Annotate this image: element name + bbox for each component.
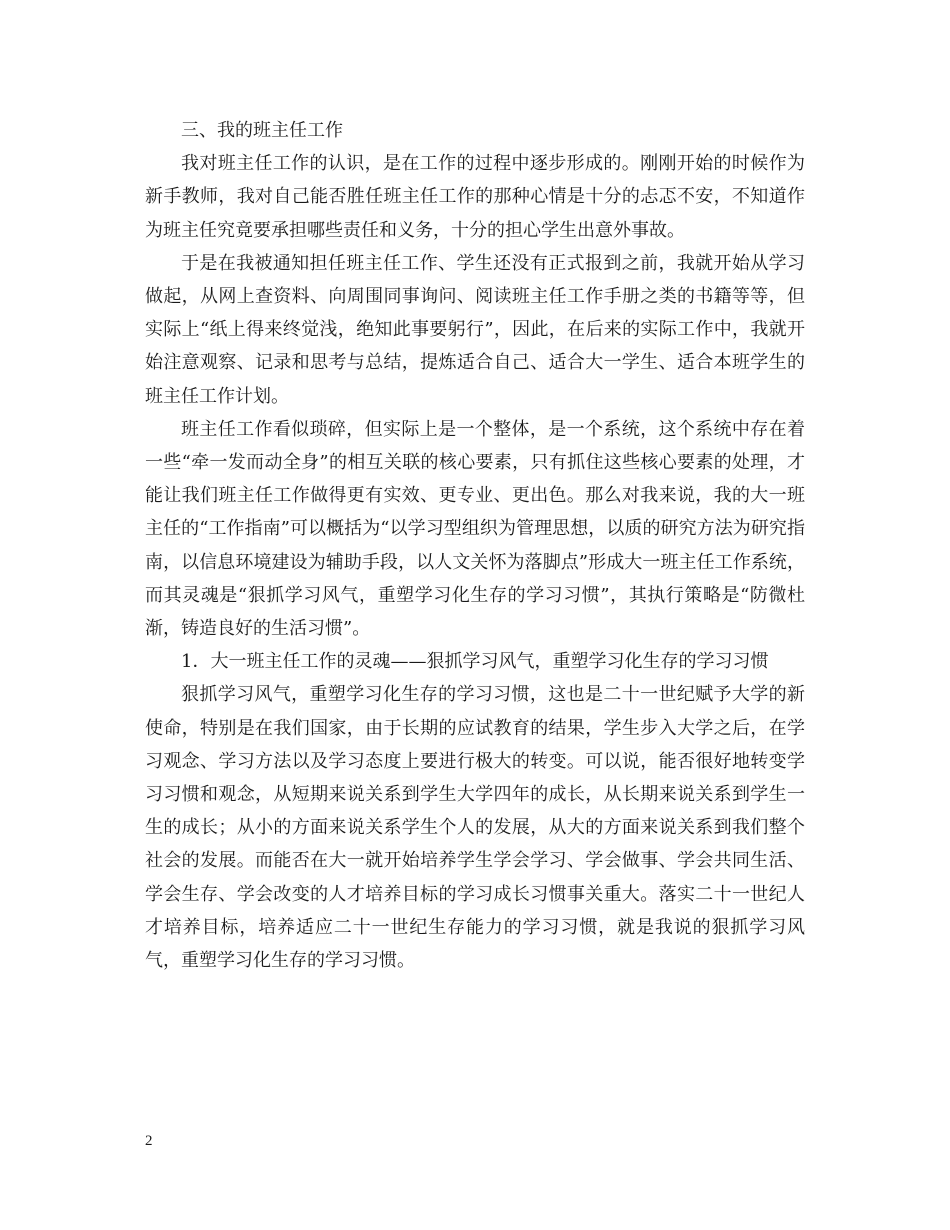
- paragraph: 狠抓学习风气，重塑学习化生存的学习习惯，这也是二十一世纪赋予大学的新使命，特别是在我们国家，由于长期的应试教育的结果，学生步入大学之后，在学习观念、学习方法以及学习态度上要进行极大的转变。可以说，能否很好地转变学习习惯和观念，从短期来说关系到学生大学四年的成长，从长期来说关系到学生一生的成长；从小的方面来说关系学生个人的发展，从大的方面来说关系到我们整个社会的发展。而能否在大一就开始培养学生学会学习、学会做事、学会共同生活、学会生存、学会改变的人才培养目标的学习成长习惯事关重大。落实二十一世纪人才培养目标，培养适应二十一世纪生存能力的学习习惯，就是我说的狠抓学习风气，重塑学习化生存的学习习惯。: [145, 684, 805, 972]
- subsection-heading: 1．大一班主任工作的灵魂——狠抓学习风气，重塑学习化生存的学习习惯: [181, 651, 769, 673]
- document-body: [145, 114, 805, 977]
- paragraph: 于是在我被通知担任班主任工作、学生还没有正式报到之前，我就开始从学习做起，从网上查资料、向周围同事询问、阅读班主任工作手册之类的书籍等等，但实际上“纸上得来终觉浅，绝知此事要躬行”，因此，在后来的实际工作中，我就开始注意观察、记录和思考与总结，提炼适合自己、适合大一学生、适合本班学生的班主任工作计划。: [145, 252, 805, 407]
- page-number: 2: [145, 1133, 153, 1149]
- section-heading: 三、我的班主任工作: [181, 120, 343, 141]
- paragraph: 班主任工作看似琐碎，但实际上是一个整体，是一个系统，这个系统中存在着一些“牵一发而动全身”的相互关联的核心要素，只有抓住这些核心要素的处理，才能让我们班主任工作做得更有实效、更专业、更出色。那么对我来说，我的大一班主任的“工作指南”可以概括为“以学习型组织为管理思想，以质的研究方法为研究指南，以信息环境建设为辅助手段，以人文关怀为落脚点”形成大一班主任工作系统，而其灵魂是“狠抓学习风气，重塑学习化生存的学习习惯”，其执行策略是“防微杜渐，铸造良好的生活习惯”。: [145, 418, 805, 640]
- paragraph: 我对班主任工作的认识，是在工作的过程中逐步形成的。刚刚开始的时候作为新手教师，我对自己能否胜任班主任工作的那种心情是十分的忐忑不安，不知道作为班主任究竟要承担哪些责任和义务，十分的担心学生出意外事故。: [145, 153, 805, 241]
